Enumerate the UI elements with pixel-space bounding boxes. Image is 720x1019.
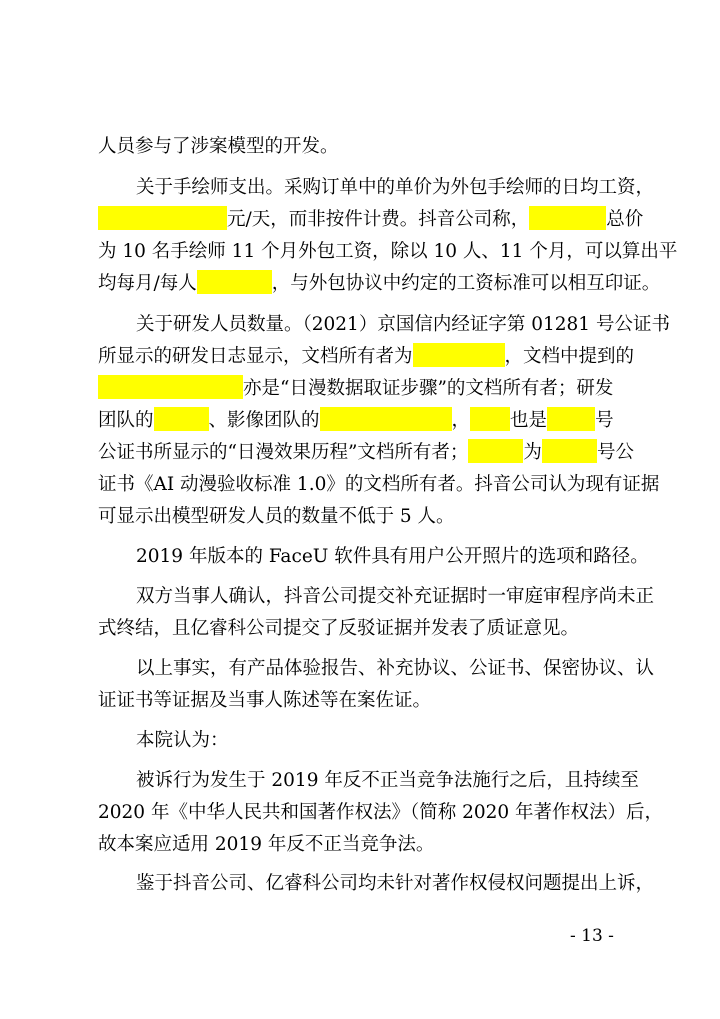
text-segment: 鉴于抖音公司、亿睿科公司均未针对著作权侵权问题提出上诉，: [136, 873, 655, 894]
text-segment: 为: [523, 442, 542, 463]
text-line: [98, 685, 431, 717]
text-segment: 亦是“日漫数据取证步骤”的文档所有者；研发: [243, 378, 614, 399]
text-line: [98, 613, 579, 645]
text-segment: 关于手绘师支出。采购订单中的单价为外包手绘师的日均工资，: [136, 177, 655, 198]
text-segment: 被诉行为发生于 2019 年反不正当竞争法施行之后，且持续至: [136, 770, 639, 791]
text-segment: 所显示的研发日志显示，文档所有者为: [98, 346, 413, 367]
redaction-highlight: [542, 439, 597, 463]
text-line: [98, 268, 660, 300]
text-segment: 以上事实，有产品体验报告、补充协议、公证书、保密协议、认: [136, 658, 655, 679]
text-segment: 关于研发人员数量。（2021）京国信内经证字第 01281 号公证书: [136, 314, 670, 335]
text-segment: ，与外包协议中约定的工资标准可以相互印证。: [271, 273, 661, 294]
text-line: [98, 501, 455, 533]
text-segment: ，文档中提到的: [504, 346, 635, 367]
text-line: [98, 829, 434, 861]
text-segment: 总价: [606, 209, 644, 230]
text-line: [136, 581, 654, 613]
text-segment: 元/天，而非按件计费。抖音公司称，: [227, 209, 530, 230]
text-segment: 2019 年版本的 FaceU 软件具有用户公开照片的选项和路径。: [136, 546, 649, 567]
text-segment: 可显示出模型研发人员的数量不低于 5 人。: [98, 506, 455, 527]
text-segment: 公证书所显示的“日漫效果历程”文档所有者；: [98, 442, 469, 463]
text-segment: 均每月/每人: [98, 273, 197, 294]
redaction-highlight: [197, 270, 272, 294]
redaction-highlight: [468, 439, 523, 463]
text-line: [98, 797, 663, 829]
text-line: [136, 868, 654, 900]
text-segment: 2020 年《中华人民共和国著作权法》（简称 2020 年著作权法）后，: [98, 802, 664, 823]
text-segment: 为 10 名手绘师 11 个月外包工资，除以 10 人、11 个月，可以算出平: [98, 241, 678, 262]
text-segment: 式终结，且亿睿科公司提交了反驳证据并发表了质证意见。: [98, 618, 580, 639]
page-number: - 13 -: [570, 926, 614, 946]
text-line: [136, 725, 229, 757]
text-segment: 故本案应适用 2019 年反不正当竞争法。: [98, 834, 435, 855]
text-segment: 人员参与了涉案模型的开发。: [98, 136, 339, 157]
text-segment: 证书《AI 动漫验收标准 1.0》的文档所有者。抖音公司认为现有证据: [98, 474, 660, 495]
redaction-highlight: [98, 375, 243, 399]
redaction-highlight: [98, 206, 227, 230]
text-line: [98, 373, 613, 405]
text-segment: 、影像团队的: [208, 410, 320, 431]
text-segment: 本院认为：: [136, 730, 229, 751]
text-segment: 号: [595, 410, 614, 431]
text-segment: 双方当事人确认，抖音公司提交补充证据时一审庭审程序尚未正: [136, 586, 655, 607]
text-segment: 团队的: [98, 410, 154, 431]
text-segment: 证证书等证据及当事人陈述等在案佐证。: [98, 690, 432, 711]
text-line: [136, 541, 649, 573]
text-segment: 也是: [510, 410, 548, 431]
redaction-highlight: [547, 407, 595, 431]
text-line: [98, 469, 659, 501]
redaction-highlight: [529, 206, 606, 230]
text-line: [98, 131, 339, 163]
text-line: [136, 765, 639, 797]
text-line: [136, 309, 670, 341]
redaction-highlight: [154, 407, 209, 431]
text-segment: ，: [451, 410, 471, 431]
text-line: [136, 653, 654, 685]
redaction-highlight: [470, 407, 510, 431]
redaction-highlight: [320, 407, 452, 431]
text-line: [136, 172, 654, 204]
text-line: [98, 341, 634, 373]
text-line: [98, 236, 677, 268]
text-line: [98, 437, 634, 469]
text-line: [98, 405, 614, 437]
redaction-highlight: [413, 343, 505, 367]
text-segment: 号公: [596, 442, 634, 463]
text-line: [98, 204, 643, 236]
